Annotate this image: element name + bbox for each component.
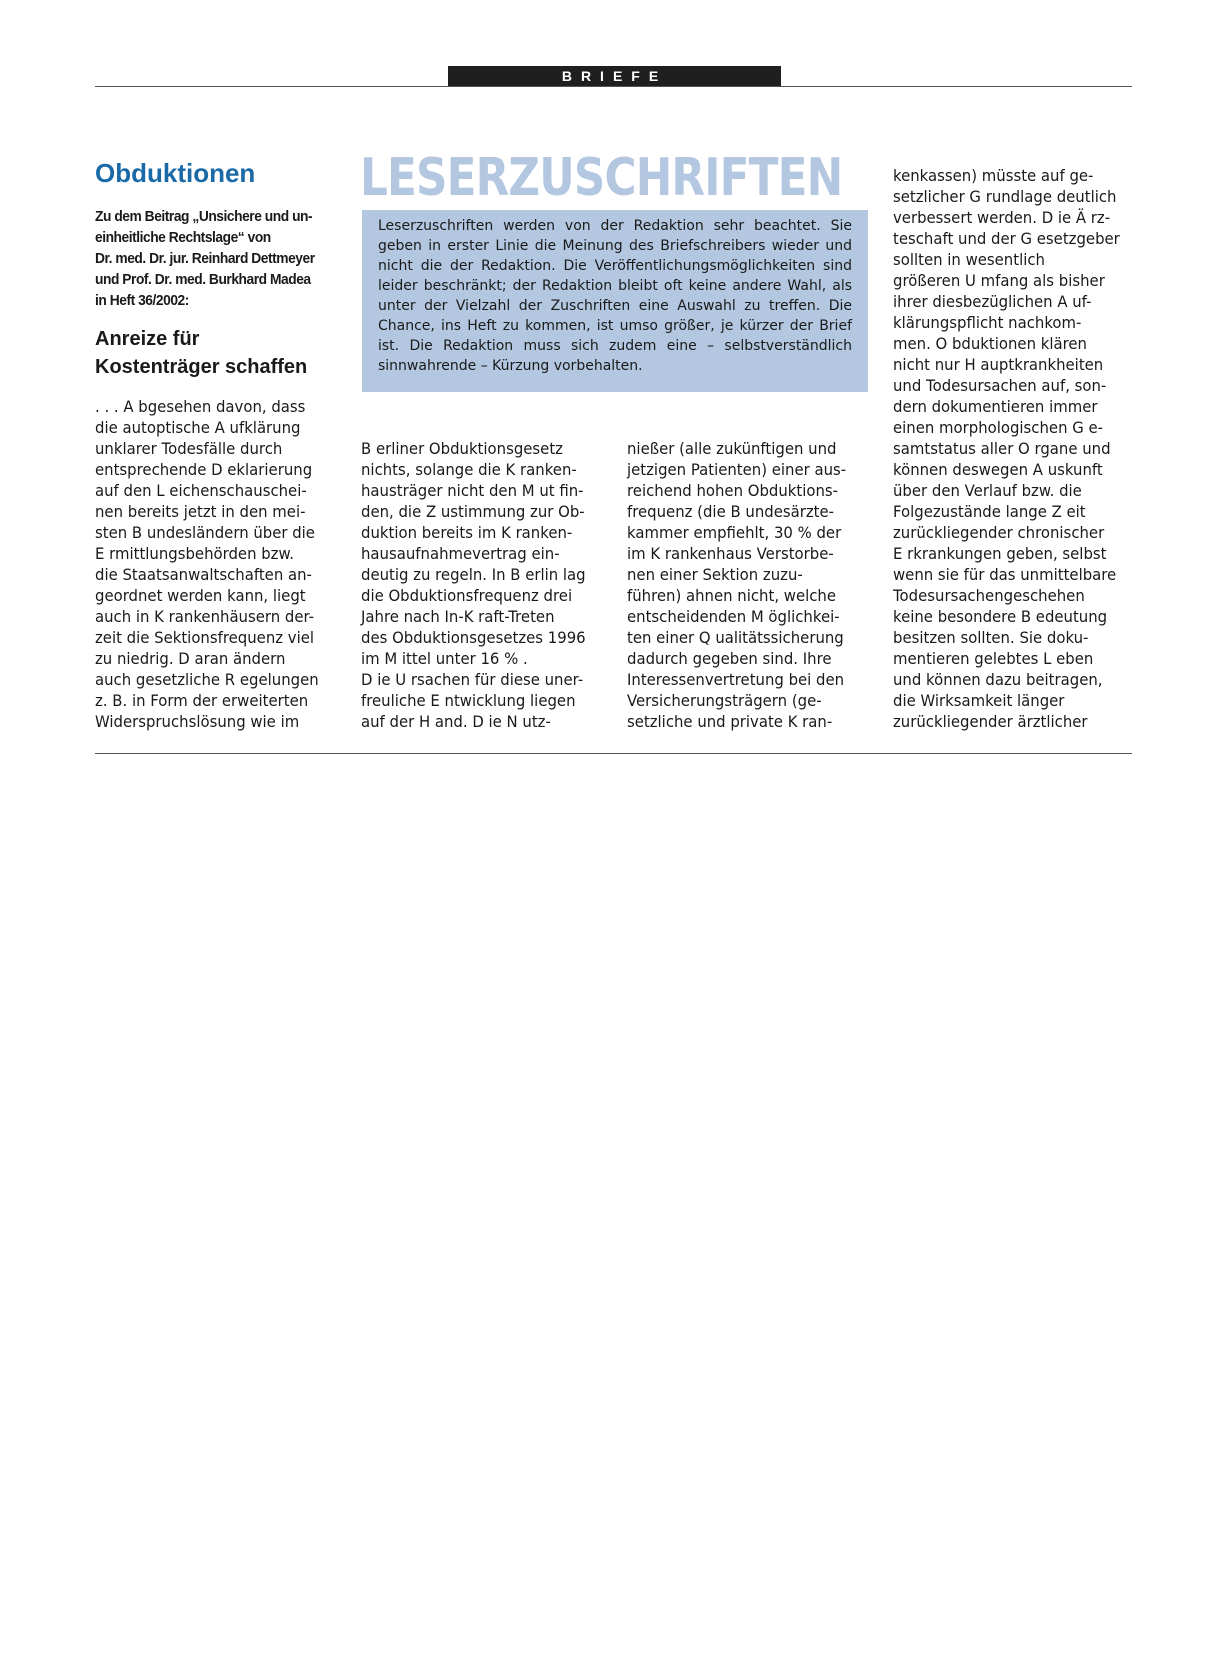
top-rule <box>95 86 1132 87</box>
text-column-1: . . . A bgesehen davon, dass die autoptische A ufklärung unklarer Todesfälle durch entsprechende D eklarierung auf den L eichenschauschei- nen bereits jetzt in den mei- sten B undesländern über die E rmittlungsbehörden bzw. die Staatsanwaltschaften an- geordnet werden kann, liegt auch in K rankenhäusern der- zeit die Sektionsfrequenz viel zu niedrig. D aran ändern auch gesetzliche R egelungen z. B. in Form der erweiterten Widerspruchslösung wie im <box>95 397 319 731</box>
section-header: BRIEFE <box>448 66 781 86</box>
notice-box <box>362 210 868 392</box>
article-subheading: Anreize für Kostenträger schaffen <box>95 328 308 378</box>
notice-text: Leserzuschriften werden von der Redaktion sehr beachtet. Sie geben in erster Linie die Meinung des Briefschreibers wieder und nicht die der Redaktion. Die Veröffentlichungsmöglichkeiten sind leider beschränkt; der Redaktion bleibt oft keine andere Wahl, als unter der Vielzahl der Zuschriften eine Auswahl zu treffen. Die Chance, ins Heft zu kommen, ist umso größer, je kürzer der Brief ist. Die Redaktion muss sich zudem eine – selbstverständlich sinnwahrende – Kürzung vorbehalten. <box>378 218 852 374</box>
text-column-4: kenkassen) müsste auf ge- setzlicher G rundlage deutlich verbessert werden. D ie Ä rz- teschaft und der G esetzgeber sollten in wesentlich größeren U mfang als bisher ihrer diesbezüglichen A uf- klärungspflicht nachkom- men. O bduktionen klären nicht nur H auptkrankheiten und Todesursachen auf, son- dern dokumentieren immer einen morphologischen G e- samtstatus aller O rgane und können deswegen A uskunft über den Verlauf bzw. die Folgezustände lange Z eit zurückliegender chronischer E rkrankungen geben, selbst wenn sie für das unmittelbare Todesursachengeschehen keine besondere B edeutung besitzen sollten. Sie doku- mentieren gelebtes L eben und können dazu beitragen, die Wirksamkeit länger zurückliegender ärztlicher <box>893 166 1120 731</box>
text-column-3: nießer (alle zukünftigen und jetzigen Patienten) einer aus- reichend hohen Obduktions- frequenz (die B undesärzte- kammer empfiehlt, 30 % der im K rankenhaus Verstorbe- nen einer Sektion zuzu- führen) ahnen nicht, welche entscheidenden M öglichkei- ten einer Q ualitätssicherung dadurch gegeben sind. Ihre Interessenvertretung bei den Versicherungsträgern (ge- setzliche und private K ran- <box>627 439 847 731</box>
bottom-rule <box>95 753 1132 754</box>
notice-heading: LESERZUSCHRIFTEN <box>360 148 843 208</box>
article-reference: Zu dem Beitrag „Unsichere und un- einheitliche Rechtslage“ von Dr. med. Dr. jur. Reinhard Dettmeyer und Prof. Dr. med. Burkhard Madea in Heft 36/2002: <box>95 208 315 309</box>
article-title: Obduktionen <box>95 158 256 188</box>
text-column-2: B erliner Obduktionsgesetz nichts, solange die K ranken- hausträger nicht den M ut fin- den, die Z ustimmung zur Ob- duktion bereits im K ranken- hausaufnahmevertrag ein- deutig zu regeln. In B erlin lag die Obduktionsfrequenz drei Jahre nach In-K raft-Treten des Obduktionsgesetzes 1996 im M ittel unter 16 % . D ie U rsachen für diese uner- freuliche E ntwicklung liegen auf der H and. D ie N utz- <box>361 439 586 731</box>
